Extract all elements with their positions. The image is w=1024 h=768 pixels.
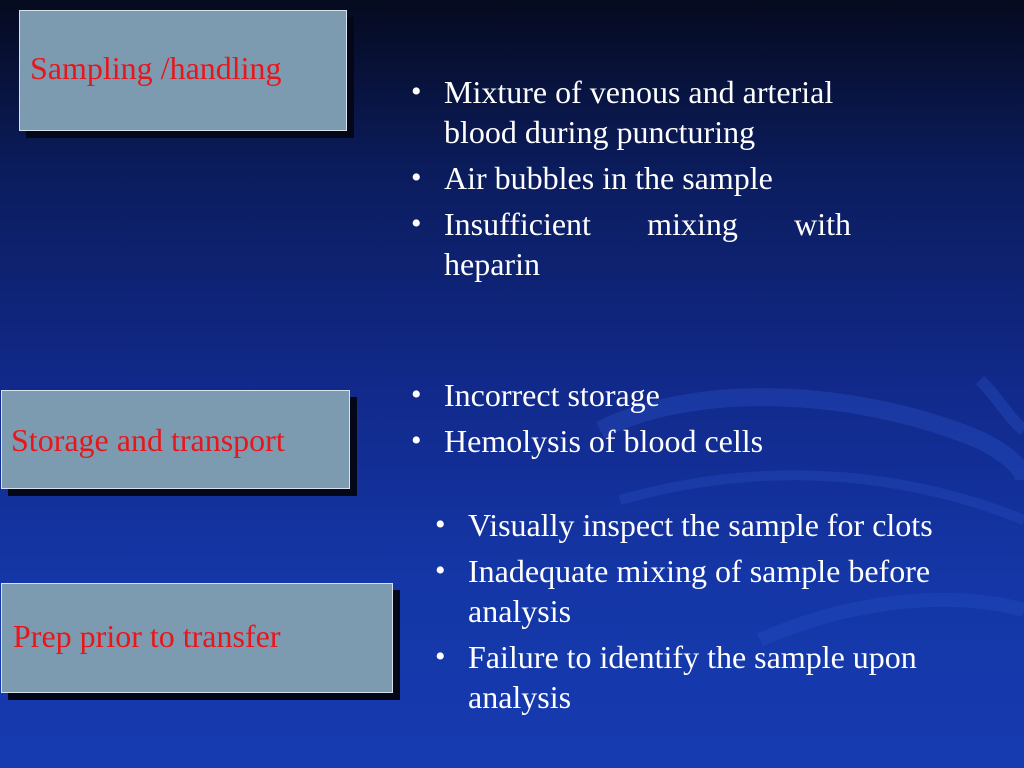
- bullet-icon: •: [411, 161, 422, 194]
- bullet-icon: •: [435, 640, 446, 673]
- bullet-text: Insufficient mixing with heparin: [444, 206, 851, 282]
- bullet-item: [435, 551, 945, 631]
- bullet-icon: •: [435, 554, 446, 587]
- bullet-icon: •: [411, 424, 422, 457]
- bullet-item: [411, 158, 851, 198]
- category-box-prep-prior-transfer: [1, 583, 393, 693]
- category-label: Prep prior to transfer: [13, 618, 281, 654]
- bullet-text: Visually inspect the sample for clots: [468, 507, 933, 543]
- bullet-text: Mixture of venous and arterial blood during puncturing: [444, 74, 834, 150]
- bullet-list-prep-prior-transfer: [435, 505, 945, 723]
- bullet-item: [411, 204, 851, 284]
- bullet-item: [435, 505, 945, 545]
- bullet-text: Air bubbles in the sample: [444, 160, 773, 196]
- bullet-text: Hemolysis of blood cells: [444, 423, 764, 459]
- bullet-item: [435, 637, 945, 717]
- bullet-item: [411, 375, 851, 415]
- category-label: Storage and transport: [11, 421, 285, 458]
- bullet-icon: •: [411, 207, 422, 240]
- bullet-text: Failure to identify the sample upon analysis: [468, 639, 917, 715]
- category-label: Sampling /handling: [30, 49, 282, 86]
- bullet-text: Inadequate mixing of sample before analysis: [468, 553, 931, 629]
- bullet-list-sampling-handling: [411, 72, 851, 290]
- bullet-item: [411, 421, 851, 461]
- category-box-storage-transport: [1, 390, 350, 489]
- bullet-text: Incorrect storage: [444, 377, 660, 413]
- bullet-item: [411, 72, 851, 152]
- bullet-icon: •: [411, 378, 422, 411]
- bullet-list-storage-transport: [411, 375, 851, 467]
- bullet-icon: •: [411, 75, 422, 108]
- bullet-icon: •: [435, 508, 446, 541]
- category-box-sampling-handling: [19, 10, 347, 131]
